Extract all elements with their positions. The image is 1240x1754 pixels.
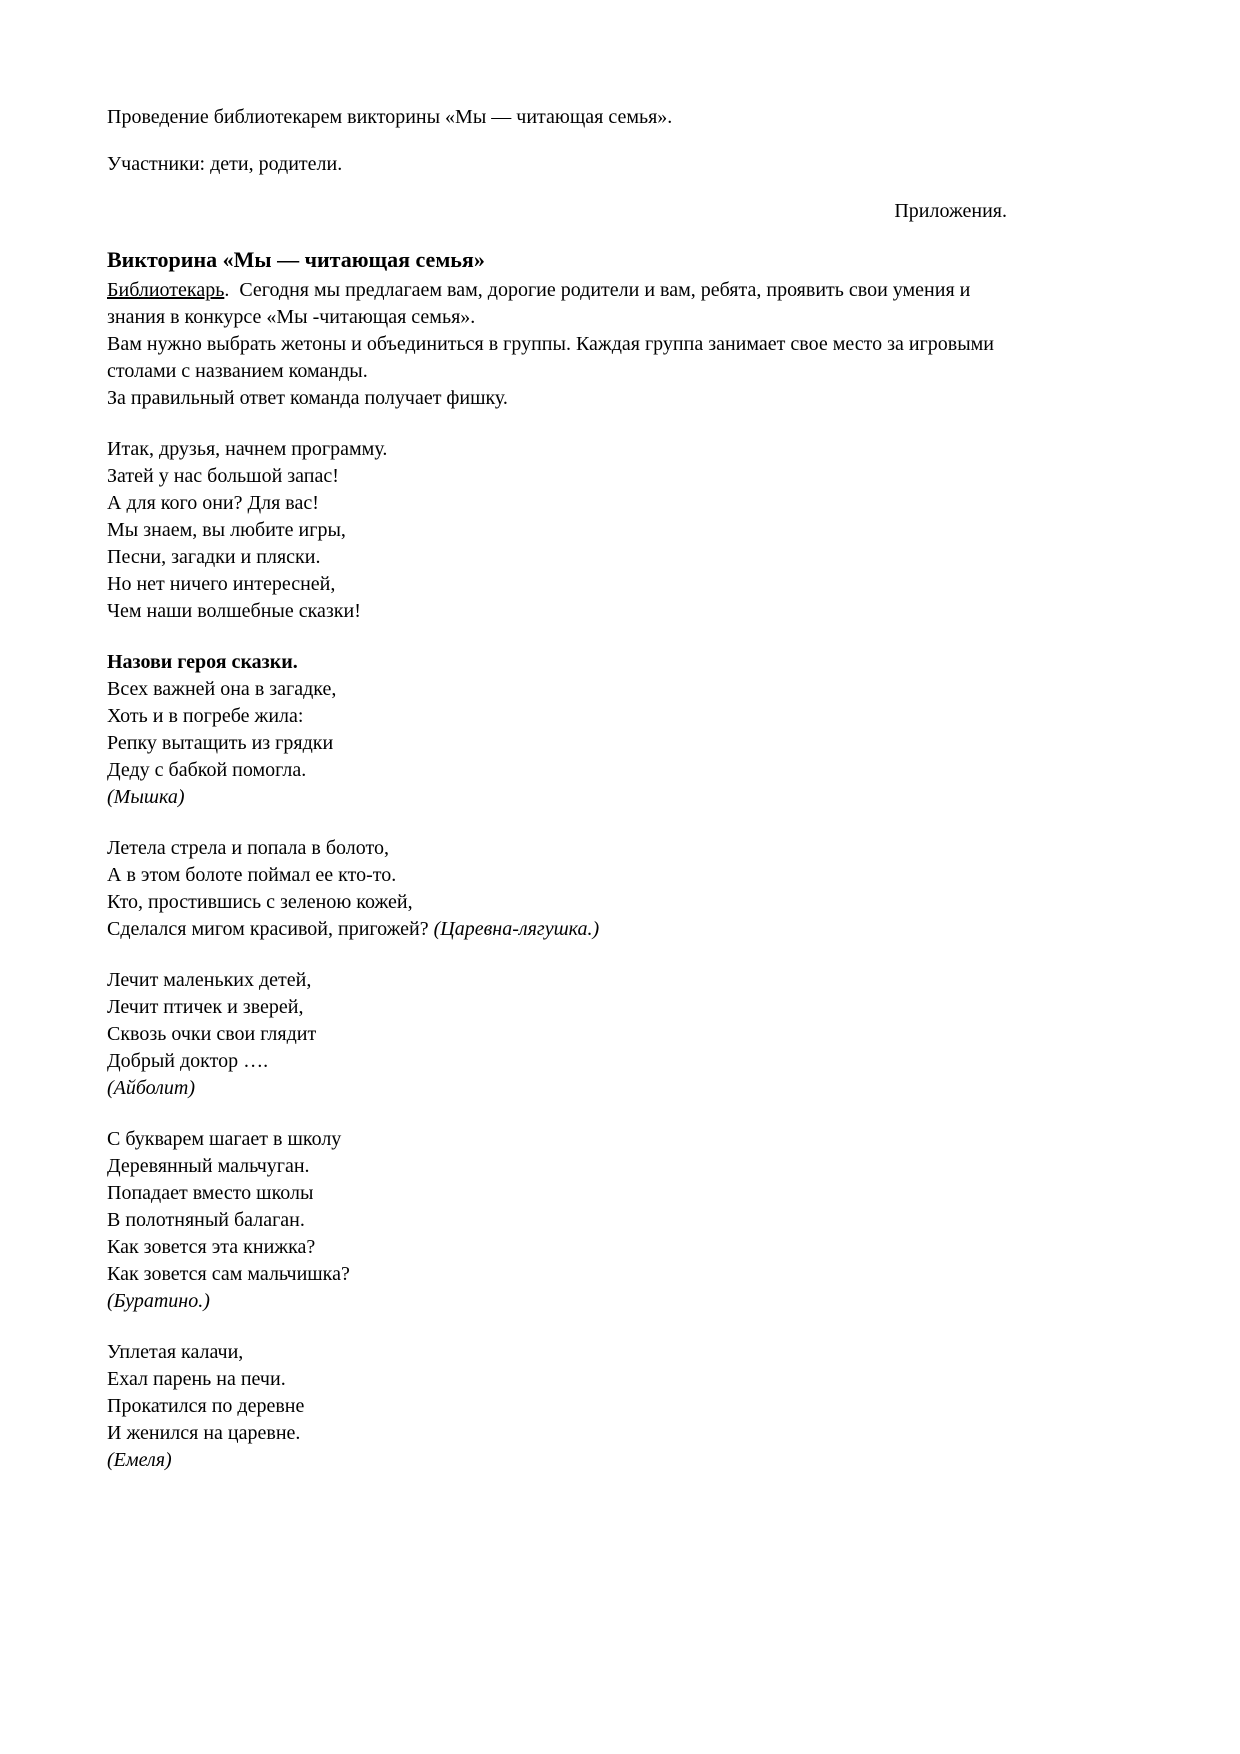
riddle-answer: (Буратино.) [107,1290,210,1312]
riddle-line: Деревянный мальчуган. [107,1155,310,1177]
riddle-answer: (Айболит) [107,1077,195,1099]
riddle-line: В полотняный балаган. [107,1209,305,1231]
riddle-line: Как зовется эта книжка? [107,1236,316,1258]
riddle-line: Кто, простившись с зеленою кожей, [107,891,413,913]
intro-line: Проведение библиотекарем викторины «Мы — читающая семья». [107,106,673,128]
librarian-intro-text: . Сегодня мы предлагаем вам, дорогие родители и вам, ребята, проявить свои умения и знания в конкурсе «Мы -читающая семья». [107,279,976,328]
riddle-line: А в этом болоте поймал ее кто-то. [107,864,397,886]
riddle-line: Летела стрела и попала в болото, [107,837,389,859]
librarian-paragraph [107,277,1007,331]
riddle-line: С букварем шагает в школу [107,1128,342,1150]
poem-line: А для кого они? Для вас! [107,492,319,514]
riddle-line: Как зовется сам мальчишка? [107,1263,350,1285]
riddle-line: Добрый доктор …. [107,1050,269,1072]
riddle-answer: (Емеля) [107,1449,172,1471]
riddle-answer: (Мышка) [107,786,185,808]
quiz-title: Викторина «Мы — читающая семья» [107,247,485,272]
riddle-line: Хоть и в погребе жила: [107,705,304,727]
riddle-last-line [107,916,1007,943]
riddle-block-2 [107,835,1007,943]
instructions-paragraph-2: За правильный ответ команда получает фишку. [107,387,508,409]
document-content [107,104,1007,1474]
riddle-line: Прокатился по деревне [107,1395,305,1417]
riddle-line: Ехал парень на печи. [107,1368,286,1390]
attachments-line: Приложения. [894,200,1007,222]
librarian-label: Библиотекарь [107,279,225,301]
riddle-line: Попадает вместо школы [107,1182,314,1204]
opening-poem [107,436,1007,625]
riddles-heading: Назови героя сказки. [107,651,298,673]
riddle-line: Уплетая калачи, [107,1341,244,1363]
riddle-block-5 [107,1339,1007,1474]
riddle-answer: (Царевна-лягушка.) [433,918,600,940]
instructions-paragraph-1: Вам нужно выбрать жетоны и объединиться в группы. Каждая группа занимает свое место за игровыми столами с названием команды. [107,333,1000,382]
riddle-line: Всех важней она в загадке, [107,678,337,700]
poem-line: Но нет ничего интересней, [107,573,336,595]
riddle-block-3 [107,967,1007,1102]
poem-line: Песни, загадки и пляски. [107,546,321,568]
riddle-line: Сквозь очки свои глядит [107,1023,317,1045]
riddle-line: Репку вытащить из грядки [107,732,334,754]
riddle-line: Деду с бабкой помогла. [107,759,307,781]
poem-line: Затей у нас большой запас! [107,465,339,487]
poem-line: Мы знаем, вы любите игры, [107,519,346,541]
riddle-block-1 [107,649,1007,811]
riddle-line: Лечит птичек и зверей, [107,996,304,1018]
participants-line: Участники: дети, родители. [107,153,343,175]
poem-line: Чем наши волшебные сказки! [107,600,361,622]
riddle-line: И женился на царевне. [107,1422,301,1444]
riddle-line: Лечит маленьких детей, [107,969,312,991]
riddle-block-4 [107,1126,1007,1315]
poem-line: Итак, друзья, начнем программу. [107,438,388,460]
riddle-line-text: Сделался мигом красивой, пригожей? [107,918,434,940]
